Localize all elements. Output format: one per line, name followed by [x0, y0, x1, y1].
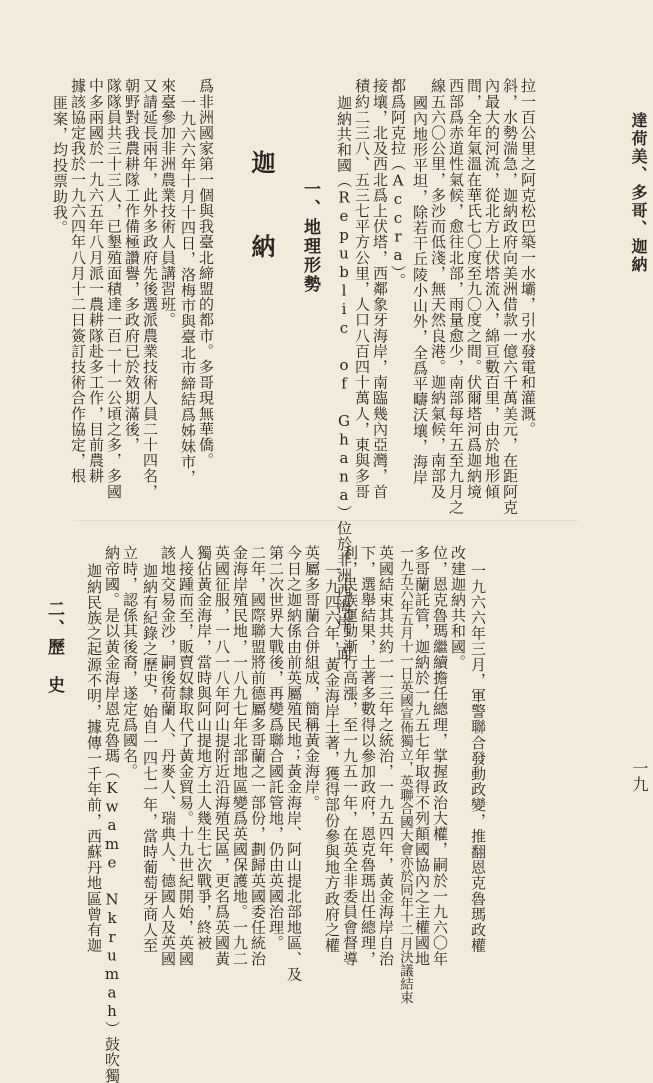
top-line: 來臺參加非洲農業技術人員講習班。	[159, 78, 177, 328]
history-line: 利，民族運動漸行高漲，至一九五一年，在英全非委員會督導	[341, 545, 359, 967]
history-line: 位，恩克魯瑪繼續擔任總理，掌握政治大權，嗣於一九六〇年	[431, 545, 449, 967]
history-line: 金海岸殖民地，一八九七年北部地區變爲英國保護地。一九二	[231, 545, 249, 967]
geo-line: 接壤，北及西北爲上伏塔，西鄰象牙海岸，南臨幾內亞灣，首	[371, 78, 389, 500]
geo-line: 都爲阿克拉（Accra）。	[389, 78, 407, 289]
top-line: 又請延長兩年，此外多政府先後選派農業技術人員二十四名，	[141, 78, 159, 500]
history-line: 立時，認係其後裔，遂定爲國名。	[121, 545, 139, 779]
section-heading-geography: 一、地理形勢	[300, 180, 320, 294]
geo-line: 斜，水勢湍急，迦納政府向美洲借款一億六千萬美元，在距阿克	[501, 78, 519, 515]
history-line: 一九四六年，黃金海岸土著，獲得部份參與地方政府之權	[323, 563, 341, 953]
geo-line: 國內地形平坦，除若干丘陵小山外，全爲平疇沃壤，海岸	[411, 95, 429, 485]
geo-line: 間，全年氣溫在華氏七〇度至九〇度之間。伏爾塔河爲迦納境	[465, 78, 483, 500]
section-divider	[74, 520, 579, 521]
history-line: 二年，國際聯盟將前德屬多哥蘭之一部份，劃歸英國委任統治	[249, 545, 267, 967]
country-title-ghana: 迦 納	[247, 150, 276, 276]
history-line: 人接踵而至，販賣奴隸取代了黃金貿易。十九世紀開始，英國	[177, 545, 195, 967]
geo-line: 西部爲赤道性氣候，愈往北部，雨量愈少，南部每年五至九月之	[447, 78, 465, 515]
top-line: 匪案，均投票助我。	[51, 95, 69, 236]
top-line: 中多兩國於一九六五年八月派一農耕隊赴多工作，目前農耕	[87, 78, 105, 484]
history-line: 一九六六年三月，軍警聯合發動政變，推翻恩克魯瑪政權	[469, 563, 487, 953]
top-line: 據該協定我於一九六四年八月十二日簽訂技術合作協定，根	[69, 78, 87, 484]
geo-line: 線五六〇公里，多沙而低淺，無天然良港。迦納氣候，南部及	[429, 78, 447, 500]
history-line: 多哥蘭託管，迦納於一九五七年取得不列顛國協內之主權國地	[413, 545, 431, 967]
page-number: 一九	[630, 760, 649, 792]
geo-line: 積約二三八、五三七平方公里，人口八百四十萬人，東與多哥	[353, 78, 371, 500]
top-line: 一九六六年十月十四日，洛梅市與臺北市締結爲姊妹市，	[179, 95, 197, 485]
geo-line: 拉一百公里之阿克松巴築一水壩，引水發電和灌溉。	[519, 78, 537, 437]
history-line: 英國結束其共約一一三年之統治，一九五四年，黃金海岸自治	[377, 545, 395, 967]
history-line: 迦納有紀錄之歷史，始自一四七一年，當時葡萄牙商人至	[141, 563, 159, 953]
top-line: 朝野對我農耕隊工作備極讚譽，多政府已於效期滿後，	[123, 78, 141, 453]
section-heading-history: 二、歷 史	[44, 600, 64, 695]
history-line: 今日之迦納係由前英屬殖民地；黃金海岸、阿山提北部地區、及	[285, 545, 303, 982]
history-line: 該地交易金沙，嗣後荷蘭人、丹麥人、瑞典人、德國人及英國	[159, 545, 177, 967]
history-line: 英國征服，一八一八年阿山提附近沿海殖民區，更名爲英國黃	[213, 545, 231, 967]
history-line: 迦納民族之起源不明，據傳一千年前，西蘇丹地區曾有迦	[85, 563, 103, 953]
history-line: 英屬多哥蘭合併組成，簡稱黃金海岸。	[303, 545, 321, 811]
history-line: 改建迦納共和國。	[449, 545, 467, 670]
history-line: 下，選舉結果，土著多數得以參加政府，恩克魯瑪出任總理，	[359, 545, 377, 967]
top-line: 爲非洲國家第一個與我臺北締盟的都市。多哥現無華僑。	[197, 78, 215, 468]
history-line: 第二次世界大戰後，再變爲聯合國託管地，仍由英國治理。	[267, 545, 285, 951]
history-line: 一九五六年五月十一日英國宣佈獨立，英聯合國大會亦於同年十二月決議結束	[397, 545, 413, 1004]
running-title: 達荷美、多哥、迦納	[629, 112, 648, 274]
history-line: 納帝國。是以黃金海岸恩克魯瑪（Kwame Nkrumah）鼓吹獨	[103, 545, 121, 1083]
top-line: 隊隊員共三十三人，已墾殖面積達一百一十一公頃之多，多國	[105, 78, 123, 500]
history-line: 獨佔黃金海岸，當時與阿山提地方土人幾生七次戰爭，終被	[195, 545, 213, 951]
geo-line: 迦納共和國（Republic of Ghana）位於非洲西海岸，面	[335, 95, 353, 661]
geo-line: 內最大的河流，從北方上伏塔流入，綿亘數百里，由於地形傾	[483, 78, 501, 500]
